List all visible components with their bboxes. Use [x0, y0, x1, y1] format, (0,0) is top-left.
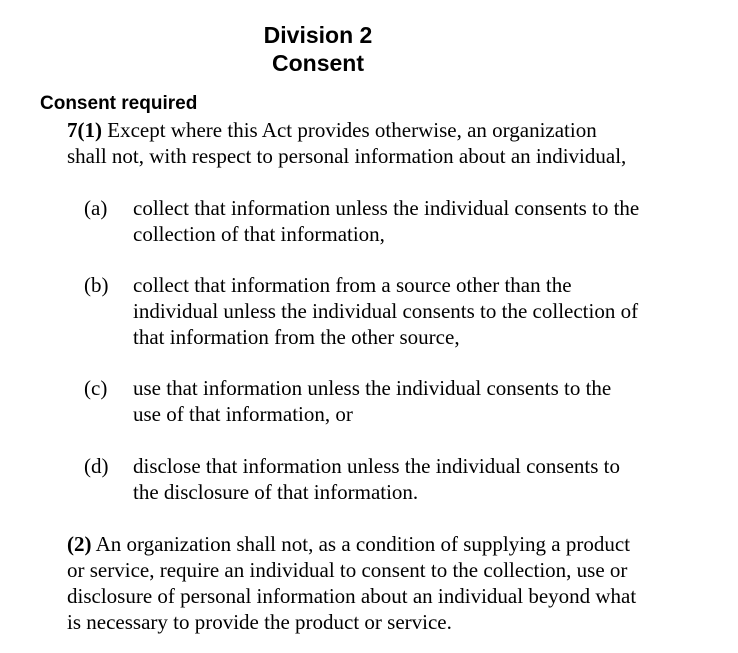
clause-label: (c)	[84, 376, 108, 400]
clause-line: individual unless the individual consents to the collection of	[133, 299, 639, 323]
subsection-1-line-text: Except where this Act provides otherwise, an organization	[107, 118, 597, 142]
subsection-1-line: shall not, with respect to personal information about an individual,	[67, 144, 627, 168]
subsection-2-line: or service, require an individual to consent to the collection, use or	[67, 558, 628, 582]
clause-line: the disclosure of that information.	[133, 480, 419, 504]
clause-label: (a)	[84, 196, 108, 220]
clause-line: use of that information, or	[133, 402, 353, 426]
clause-text	[133, 195, 639, 247]
subsection-1-line	[67, 117, 717, 143]
subsection-2	[67, 531, 717, 635]
clause-text	[133, 453, 620, 505]
subsection-2-line: is necessary to provide the product or service.	[67, 610, 452, 634]
subsection-2-number: (2)	[67, 532, 92, 556]
clause-line: that information from the other source,	[133, 325, 460, 349]
section-heading: Consent required	[40, 93, 198, 114]
clause-line: use that information unless the individual consents to the	[133, 376, 612, 400]
clause-label: (b)	[84, 273, 109, 297]
clause-line: collection of that information,	[133, 222, 385, 246]
subsection-1-number: 7(1)	[67, 118, 102, 142]
clause-text	[133, 272, 638, 350]
subsection-1	[67, 117, 717, 169]
clause-text	[133, 375, 611, 427]
division-title: Consent	[272, 50, 364, 76]
clause-line: collect that information from a source other than the	[133, 273, 572, 297]
clause-label: (d)	[84, 454, 109, 478]
subsection-2-line-text: An organization shall not, as a condition of supplying a product	[95, 532, 631, 556]
subsection-2-line: disclosure of personal information about an individual beyond what	[67, 584, 637, 608]
subsection-2-line	[67, 531, 717, 557]
division-label: Division 2	[263, 22, 373, 48]
clause-line: disclose that information unless the individual consents to	[133, 454, 621, 478]
clause-line: collect that information unless the individual consents to the	[133, 196, 640, 220]
